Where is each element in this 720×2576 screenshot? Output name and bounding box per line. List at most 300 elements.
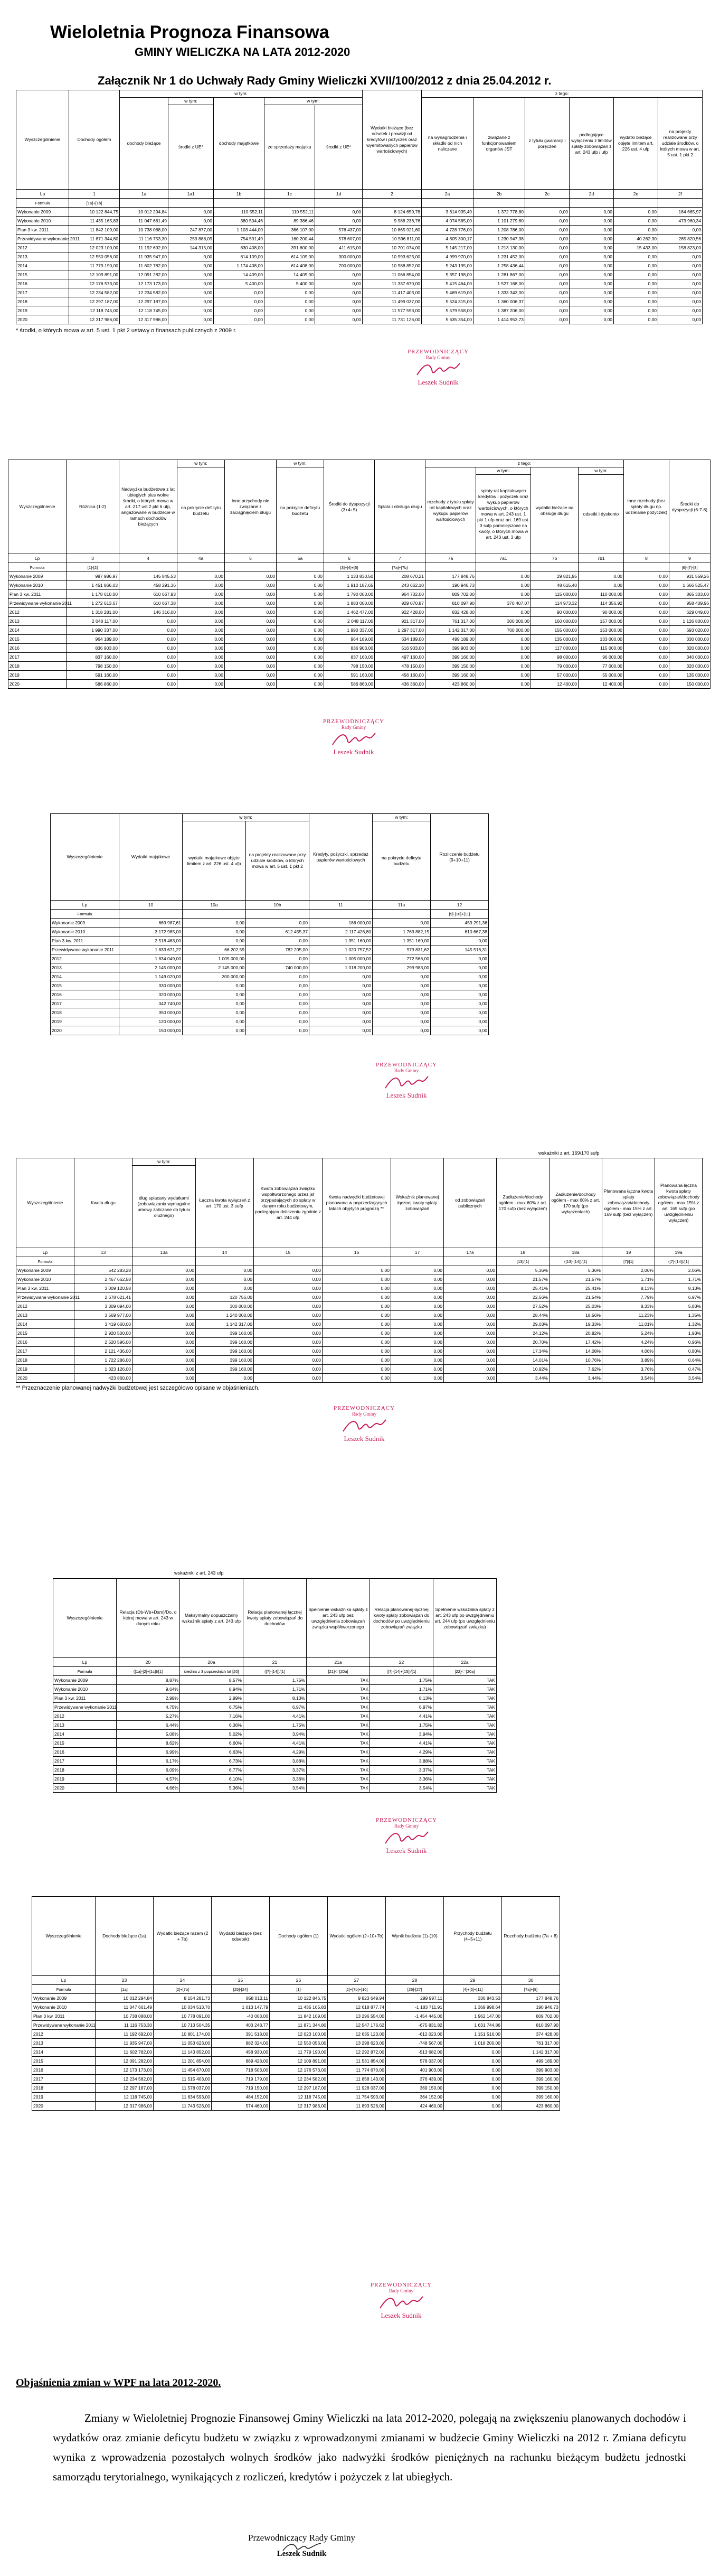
row-label-cell: Wykonanie 2010 [51,928,119,936]
table-cell: ([7]-[14])/[1] [655,1257,703,1266]
table-cell: 832 428,00 [425,608,476,617]
signature-stamp [306,1405,422,1443]
table-cell: 0,00 [225,608,277,617]
table-cell: 1 769 882,15 [373,928,431,936]
table-cell: 399 150,00 [425,662,476,671]
table-cell: 0,00 [658,252,703,261]
table-cell: 24,12% [497,1329,550,1338]
formula-row [51,910,489,919]
table-cell: 0,00 [132,1275,196,1284]
table-cell [246,910,309,919]
table-cell: 0,00 [277,653,324,662]
table-cell: 13 [74,1248,132,1257]
table-cell: 0,00 [570,297,614,306]
table-cell: 1 323 126,00 [74,1365,132,1374]
table-cell: 12 297 187,00 [96,2084,154,2093]
table-row [51,954,489,963]
table-cell: 0,96% [655,1338,703,1347]
table-cell: 0,00 [624,671,669,680]
table-cell: 0,00 [431,1026,489,1035]
table-cell: [6]-[7]-[8] [669,563,710,572]
table-row [16,208,703,217]
table-cell: [3]+[4]+[5] [324,563,375,572]
table-cell: -675 831,82 [386,2021,444,2030]
table-cell: [13]/[1] [497,1257,550,1266]
table-cell: 459 291,36 [431,919,489,928]
table-cell: 6,97% [243,1703,307,1712]
signature-title: PRZEWODNICZĄCY [375,1062,438,1068]
table-cell: 0,00 [323,1293,391,1302]
table-cell: 0,00 [168,315,214,324]
header-cell: Wydatki ogółem (2+10+7b) [328,1897,386,1976]
table-cell: 399 903,00 [425,644,476,653]
table-cell: 0,00 [177,626,225,635]
table-cell: 48 615,40 [531,581,579,590]
table-cell: 0,00 [391,1293,444,1302]
header-cell: wydatki bieżące objęte limitem art. 226 ust. 4 ufp [614,98,658,190]
row-label-cell: Plan 3 kw. 2011 [16,1284,74,1293]
signature-council: Rady Gminy [394,1068,419,1073]
table-cell: 740 000,00 [246,963,309,972]
table-cell: 1 133 830,50 [324,572,375,581]
table-cell: 14 409,00 [214,270,264,279]
table-cell: 1 372 778,80 [473,208,525,217]
table-cell [196,1257,254,1266]
table-cell: 6,63% [180,1748,243,1757]
table-cell: 11 842 109,00 [69,226,120,235]
table-cell: 5 415 464,00 [422,279,473,288]
table-cell: 0,00 [624,653,669,662]
table-cell: 0,00 [525,288,570,297]
table-cell: 2b [473,190,525,199]
table-cell: 399 160,00 [425,653,476,662]
table-cell [315,199,363,208]
table-row [16,1329,703,1338]
table-cell: 15 [254,1248,323,1257]
table-cell: 0,00 [444,1365,497,1374]
table-cell: 11 779 190,00 [69,261,120,270]
header-cell: Relacja planowanej łącznej kwoty spłaty zobowiązań do dochodów [243,1579,307,1658]
table-row [16,1356,703,1365]
table-cell: 0,00 [579,581,624,590]
signature-council: Rady Gminy [341,725,366,730]
table-cell: 11 935 947,00 [96,2039,154,2048]
table-cell: 158 823,00 [658,243,703,252]
table-cell: 11 515 403,00 [154,2075,212,2084]
table-cell: 40 262,30 [614,235,658,243]
header-cell: spłaty rat kapitałowych kredytów i pożyczek oraz wykup papierów wartościowych, o których mowa w art. 243 ust. 1 pkt 1 ufp oraz art. 169 ust. 3 sufp pomniejszone na kwoty, o których mowa w art. 243 ust. 3 ufp [476,475,531,554]
header-group: w tym: [120,90,363,98]
table-cell: 0,00 [246,1008,309,1017]
table-cell: 25 [212,1976,270,1985]
table-cell: 1,75% [370,1676,433,1685]
table-cell: 0,00 [444,1347,497,1356]
forecast-table-2 [8,460,710,689]
table-cell: 0,00 [214,288,264,297]
table-cell: 0,00 [323,1338,391,1347]
table-cell: 5,83% [655,1302,703,1311]
table-row [51,945,489,954]
table-cell: 0,00 [431,963,489,972]
table-cell: 0,00 [225,662,277,671]
table-cell: 0,00 [132,1338,196,1347]
table-cell: 0,00 [431,981,489,990]
table-cell: 0,00 [168,270,214,279]
table-cell: 2 467 662,58 [74,1275,132,1284]
table-cell: 0,00 [323,1302,391,1311]
table-cell: 5 400,00 [214,279,264,288]
table-cell: 10,76% [550,1356,602,1365]
table-cell: 586 860,00 [67,680,119,689]
table-cell: 6,44% [117,1721,180,1730]
table-cell: 0,00 [177,590,225,599]
table-cell [225,563,277,572]
table-cell: 0,00 [196,1284,254,1293]
table-cell: 330 000,00 [119,981,183,990]
table-cell: 2 678 621,41 [74,1293,132,1302]
table-cell: 1 833 671,27 [119,945,183,954]
table-cell: 1 258 436,44 [473,261,525,270]
table-cell: 1,71% [655,1275,703,1284]
table-cell: 13a [132,1248,196,1257]
header-cell: Kwota zobowiązań związku współtworzonego przez jst przypadających do spłaty w danym roku budżetowym, podlegająca doliczeniu zgodnie z art. 244 ufp [254,1158,323,1248]
table-cell: 0,00 [614,279,658,288]
table-cell: 157 000,00 [579,617,624,626]
table-cell: 7,62% [550,1365,602,1374]
table-cell: 0,00 [225,680,277,689]
table-cell: 0,00 [214,306,264,315]
table-cell: 0,00 [373,1026,431,1035]
table-cell: 0,00 [168,279,214,288]
table-cell: 28,44% [497,1311,550,1320]
table-cell [531,563,579,572]
table-cell: 21,57% [550,1275,602,1284]
table-cell: 3,88% [243,1757,307,1766]
table-cell: 0,00 [254,1293,323,1302]
table-cell: 0,00 [168,288,214,297]
table-cell: 247 877,00 [168,226,214,235]
table-cell [476,563,531,572]
table-row [53,1676,497,1685]
table-cell: 837 160,00 [324,653,375,662]
row-label-cell: 2019 [16,1365,74,1374]
table-cell: 7a [425,554,476,563]
table-cell: 423 860,00 [74,1374,132,1383]
table-cell: 4,24% [602,1338,655,1347]
table-cell: 3 009 120,58 [74,1284,132,1293]
table-row [16,1284,703,1293]
table-cell: 0,00 [177,599,225,608]
table-row [8,617,710,626]
table-cell: 18 [497,1248,550,1257]
table-cell: 0,00 [132,1311,196,1320]
header-cell: Wydatki bieżące razem (2 + 7b) [154,1897,212,1976]
signature-stamp [348,1062,465,1100]
table-cell [74,1257,132,1266]
table-cell: 177 848,76 [502,1994,560,2003]
table-row [32,2012,560,2021]
table-cell: 77 000,00 [579,662,624,671]
table-cell: 4,66% [117,1784,180,1793]
table-cell: 6,77% [180,1766,243,1775]
row-label-cell: 2017 [51,999,119,1008]
table-cell: 0,00 [315,288,363,297]
row-label-cell: 2020 [16,315,69,324]
table-cell: 300 000,00 [476,617,531,626]
table-cell: 5,24% [602,1329,655,1338]
table-cell: 66 202,59 [183,945,246,954]
table-row [16,217,703,226]
header-cell: Inne rozchody (bez spłaty długu np. udzielanie pożyczek) [624,460,669,554]
table-cell: 12 234 582,00 [96,2075,154,2084]
row-label-cell: Lp [16,190,69,199]
table-cell: 0,00 [132,1374,196,1383]
table-cell: 6,10% [180,1775,243,1784]
table-cell: TAK [307,1685,370,1694]
header-cell: związane z funkcjonowaniem organów JST [473,98,525,190]
header-cell: na projekty realizowane przy udziale środków, o których mowa w art. 5 ust. 1 pkt 2 [658,98,703,190]
table-cell: 0,00 [225,644,277,653]
row-label-cell: Plan 3 kw. 2011 [16,226,69,235]
table-cell: 12 234 582,00 [270,2075,328,2084]
table-cell: 4a [177,554,225,563]
document-title: Wieloletnia Prognoza Finansowa [50,22,329,42]
table-row [32,2048,560,2057]
table-cell: 10 596 811,00 [363,235,422,243]
table-cell: 693 020,00 [669,626,710,635]
header-cell: od zobowiązań publicznych [444,1158,497,1248]
table-cell: 0,00 [277,671,324,680]
table-cell: 0,00 [624,617,669,626]
forecast-table-4 [16,1158,703,1383]
table-cell: 330 000,00 [669,635,710,644]
table-cell: 17 [391,1248,444,1257]
table-cell: 11 192 692,00 [96,2030,154,2039]
forecast-table-1 [16,90,703,324]
table-cell: TAK [307,1703,370,1712]
table-cell: 964 702,00 [375,590,425,599]
table-cell: 391 600,00 [264,243,315,252]
index-row [32,1976,560,1985]
explanation-title: Objaśnienia zmian w WPF na lata 2012-2020. [16,2377,221,2388]
table-cell: 612 455,37 [246,928,309,936]
table-cell [473,199,525,208]
table-cell: 0,00 [246,1017,309,1026]
table-cell: 12 297 187,00 [120,297,168,306]
table-cell: 1 230 947,38 [473,235,525,243]
table-cell: 0,00 [132,1365,196,1374]
table-cell [254,1257,323,1266]
table-cell: 5 400,00 [264,279,315,288]
explanation-body: Zmiany w Wieloletniej Prognozie Finansowej Gminy Wieliczki na lata 2012-2020, polegają na zwiększeniu planowanych dochodów i wydatków oraz zmianie deficytu budżetu w związku z wprowadzonymi zmianami w budżecie Gminy Wieliczki na 2012 r. Zmiana deficytu wynika z wprowadzenia pozostałych wolnych środków jako nadwyżki środków pieniężnych na rachunku bieżącym budżetu jednostki samorządu terytorialnego, wynikających z rozliczeń, kredytów i pożyczek z lat ubiegłych. [53,2412,686,2483]
table-cell: 0,00 [391,1302,444,1311]
header-group: w tym: [277,460,324,467]
table-cell: 3 172 985,00 [119,928,183,936]
header-cell: Zadłużenie/dochody ogółem - max 60% z art. 170 sufp (po wyłączeniach) [550,1158,602,1248]
table-cell: 0,00 [444,1266,497,1275]
table-cell: 0,00 [570,226,614,235]
table-cell: 836 903,00 [67,644,119,653]
table-cell: 11 842 109,00 [270,2012,328,2021]
table-cell: TAK [307,1757,370,1766]
table-cell: 8 124 659,78 [363,208,422,217]
table-cell: 0,00 [658,226,703,235]
table-cell: 4,41% [243,1739,307,1748]
table-cell: 0,00 [196,1275,254,1284]
row-label-cell: Przewidywane wykonanie 2011 [16,235,69,243]
table-cell: 0,00 [119,671,177,680]
table-cell: [25]-[24] [212,1985,270,1994]
table-cell: 0,00 [309,999,373,1008]
forecast-table-3 [50,813,489,1035]
table-cell: 24 [154,1976,212,1985]
table-cell: 11 602 782,00 [120,261,168,270]
table-cell: 9 988 236,76 [363,217,422,226]
table-cell: 10 701 074,00 [363,243,422,252]
table-cell: 20,70% [497,1338,550,1347]
table-cell: 5,02% [180,1730,243,1739]
row-label-cell: 2018 [16,297,69,306]
table-cell: 0,00 [476,680,531,689]
table-cell: 399 160,00 [196,1329,254,1338]
row-label-cell: 2020 [53,1784,117,1793]
row-label-cell: 2014 [16,261,69,270]
row-label-cell: Plan 3 kw. 2011 [53,1694,117,1703]
header-cell: Wyszczególnienie [16,1158,74,1248]
row-label-cell: 2018 [8,662,67,671]
table-cell: 12 292 872,00 [328,2048,386,2057]
table-cell: 1 149 020,00 [119,972,183,981]
table-cell: 0,00 [254,1356,323,1365]
row-label-cell: Formuła [53,1667,117,1676]
row-label-cell: Wykonanie 2009 [53,1676,117,1685]
header-cell: Relacja (Db-Wb+Dsm)/Do, o której mowa w art. 243 w danym roku [117,1579,180,1658]
table-cell: 1,71% [370,1685,433,1694]
table-cell: 0,00 [177,653,225,662]
table-cell: 0,00 [373,999,431,1008]
header-cell: Wydatki bieżące (bez odsetek) [212,1897,270,1976]
table-row [8,635,710,644]
row-label-cell: 2013 [32,2039,96,2048]
table-row [32,2021,560,2030]
header-cell: środki z UE* [168,105,214,190]
table-cell: 11 577 593,00 [363,306,422,315]
row-label-cell: 2019 [53,1775,117,1784]
table-cell: 0,00 [444,1275,497,1284]
table-cell: 299 997,11 [386,1994,444,2003]
table-cell: 10 988 852,00 [363,261,422,270]
table-cell: 3,54% [655,1374,703,1383]
table-cell: 411 615,00 [315,243,363,252]
table-cell: 0,00 [277,590,324,599]
table-cell: 3,36% [370,1775,433,1784]
table-cell: 12 [431,901,489,910]
table-cell: 2 048 117,00 [67,617,119,626]
table-cell: 150 000,00 [119,1026,183,1035]
table-cell [132,1257,196,1266]
table-cell: 0,00 [315,279,363,288]
table-row [16,1374,703,1383]
table-cell: 22,56% [497,1293,550,1302]
table-cell: 1 231 452,00 [473,252,525,261]
table-cell: 5,36% [550,1266,602,1275]
table-cell: 0,00 [277,635,324,644]
header-cell: wydatki majątkowe objęte limitem z art. 226 ust. 4 ufp [183,821,246,901]
table-cell: ([1a]-[2]+[1c])/[1] [117,1667,180,1676]
table-cell: 350 000,00 [119,1008,183,1017]
table-cell: -748 567,00 [386,2039,444,2048]
table-cell: 1 451 866,03 [67,581,119,590]
table-cell: 6,75% [180,1703,243,1712]
table-cell: 399 160,00 [196,1356,254,1365]
table-cell: 0,00 [132,1302,196,1311]
table-cell: 11 [309,901,373,910]
row-label-cell: Lp [16,1248,74,1257]
header-cell: Wyszczególnienie [8,460,67,554]
table-cell: 16 [323,1248,391,1257]
table-cell: 0,00 [476,581,531,590]
table-row [32,2003,560,2012]
table-cell: 8 [624,554,669,563]
table-cell: 20 [117,1658,180,1667]
table-cell: 20,82% [550,1329,602,1338]
row-label-cell: Formuła [51,910,119,919]
table-cell: 150 000,00 [669,680,710,689]
row-label-cell: 2015 [8,635,67,644]
table-cell: 0,00 [624,599,669,608]
table-cell: 0,00 [119,662,177,671]
table-cell: 0,00 [254,1347,323,1356]
row-label-cell: 2015 [32,2057,96,2066]
table-cell: TAK [307,1730,370,1739]
table-cell: ([13]-[14])/[1] [550,1257,602,1266]
table-cell: 0,00 [183,981,246,990]
row-label-cell: 2018 [16,1356,74,1365]
row-label-cell: Lp [32,1976,96,1985]
table-cell: 542 283,28 [74,1266,132,1275]
table-row [16,297,703,306]
table-cell: 114 356,92 [579,599,624,608]
table-cell: -1 454 445,00 [386,2012,444,2021]
table-cell: 0,00 [373,990,431,999]
table-cell: 0,00 [525,217,570,226]
table-cell: 6,09% [117,1766,180,1775]
table-cell: 0,00 [323,1356,391,1365]
table-cell: 0,00 [246,981,309,990]
row-label-cell: Wykonanie 2009 [8,572,67,581]
table-cell: 0,00 [119,680,177,689]
table-cell: 12 118 745,00 [69,306,120,315]
table-cell: 11 578 037,00 [154,2084,212,2093]
table-cell: 259 888,09 [168,235,214,243]
table-cell: 12 023 100,00 [270,2030,328,2039]
header-cell: Dochody bieżące (1a) [96,1897,154,1976]
table-cell [277,563,324,572]
table-cell [444,1257,497,1266]
table-cell: 79 000,00 [531,662,579,671]
table-cell: 11 858 143,00 [328,2075,386,2084]
table-cell: 3,76% [602,1365,655,1374]
table-cell: 4,06% [602,1347,655,1356]
table-cell: 0,00 [119,635,177,644]
table-cell: 190 946,73 [425,581,476,590]
table-cell: 0,00 [177,608,225,617]
row-label-cell: Przewidywane wykonanie 2011 [53,1703,117,1712]
table-cell: 4 728 776,00 [422,226,473,235]
table-row [8,590,710,599]
table-cell: 0,00 [225,671,277,680]
table-cell: 669 987,61 [119,919,183,928]
